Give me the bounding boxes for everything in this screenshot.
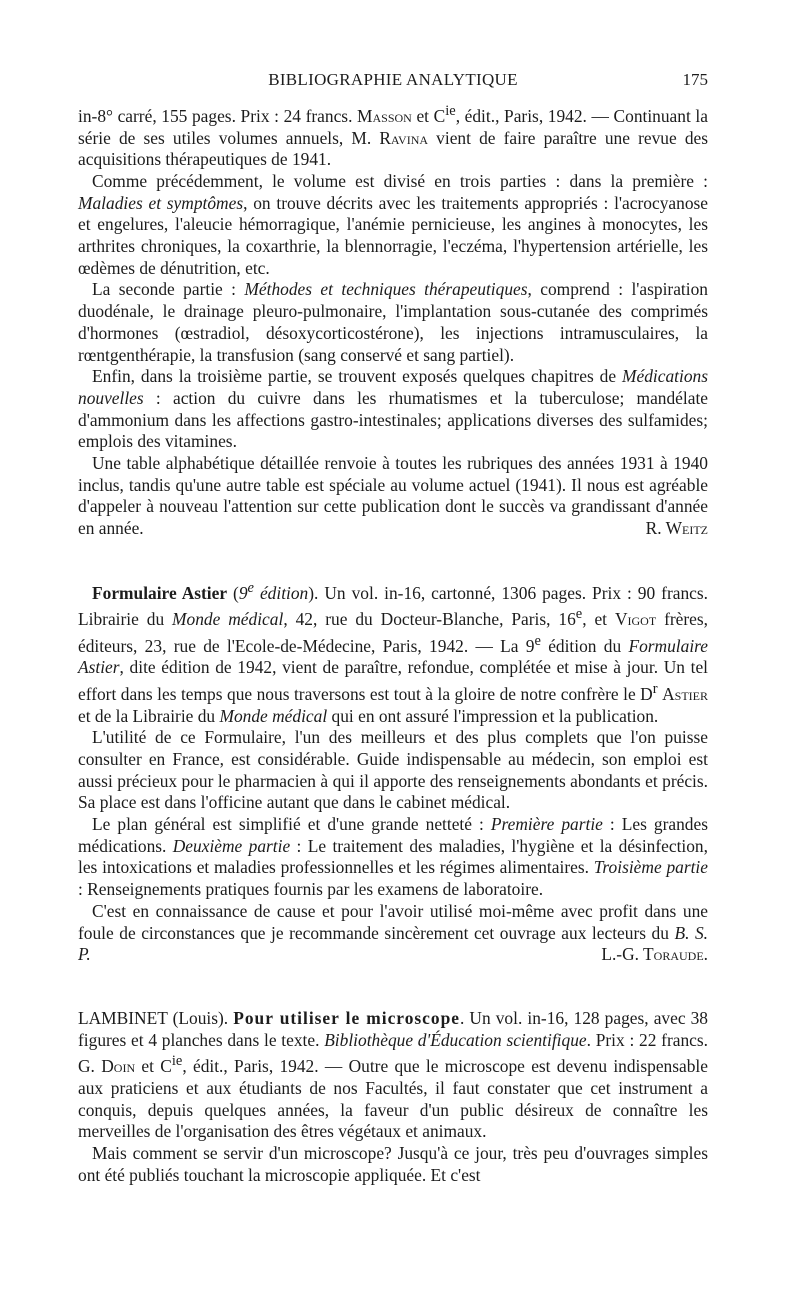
review-1-paragraph-1: in-8° carré, 155 pages. Prix : 24 francs. Masson et $C^{ie}$, édit., Paris, 1942. — Continuant la série de ses utiles volumes annuels, M. Ravina vient de faire paraître une revue des acquisitions thérapeutiques de 1941. (78, 103, 708, 170)
edition-label: 9e édition (238, 579, 309, 603)
review-1-paragraph-2: Comme précédemment, le volume est divisé en trois parties : dans la première : Maladies et symptômes, on trouve décrits avec les traitements appropriés : l'acrocyanose et engelures, l'aleucie hémorragique, l'anémie pernicieuse, les angines à monocytes, les arthrites chroniques, la coxarthrie, la blennorragie, l'eczéma, l'hypertension artérielle, les œdèmes de dénutrition, etc. (78, 170, 708, 278)
review-1-paragraph-3: La seconde partie : Méthodes et techniques thérapeutiques, comprend : l'aspiration duodénale, le drainage pleuro-pulmonaire, l'implantation sous-cutanée des comprimés d'hormones (œstradiol, désoxycorticostérone), les injections intramusculaires, la rœntgenthérapie, la transfusion (sang conservé et sang partiel). (78, 279, 708, 365)
reviewer-signature: R. Weitz (645, 518, 708, 539)
review-2-paragraph-1: Formulaire Astier (9e édition). Un vol. in-16, cartonné, 1306 pages. Prix : 90 francs. Librairie du Monde médical, 42, rue du Docteur-Blanche, Paris, 16e, et Vigot frères, éditeurs, 23, rue de l'Ecole-de-Médecine, Paris, 1942. — La 9e édition du Formulaire Astier, dite édition de 1942, vient de paraître, refondue, complétée et mise à jour. Un tel effort dans les temps que nous traversons est tout à la gloire de notre confrère le $D^r$ Astier et de la Librairie du Monde médical qui en ont assuré l'impression et la publication. (78, 579, 708, 726)
author-heading: LAMBINET (Louis). (78, 1008, 234, 1028)
review-2-paragraph-4: C'est en connaissance de cause et pour l'avoir utilisé moi-même avec profit dans une foule de circonstances que je recommande sincèrement cet ouvrage aux lecteurs du B. S. P. L.-G. Toraude. (78, 900, 708, 965)
running-title: BIBLIOGRAPHIE ANALYTIQUE (268, 70, 518, 89)
author-name: Ravina (379, 127, 429, 148)
reviewer-signature: L.-G. Toraude. (601, 944, 708, 965)
review-2-paragraph-2: L'utilité de ce Formulaire, l'un des meilleurs et des plus complets que l'on puisse consulter en France, est considérable. Guide indispensable au médecin, son emploi est aussi précieux pour le pharmacien à qui il apporte des renseignements abondants et précis. Sa place est dans l'officine autant que dans le cabinet médical. (78, 727, 708, 813)
running-header (78, 70, 708, 94)
publisher-name: Masson (357, 105, 412, 126)
page-number: 175 (682, 70, 708, 89)
review-1-paragraph-4: Enfin, dans la troisième partie, se trouvent exposés quelques chapitres de Médications nouvelles : action du cuivre dans les rhumatismes et la tuberculose; mandélate d'ammonium dans les affections gastro-intestinales; applications diverses des sulfamides; emplois des vitamines. (78, 366, 708, 452)
review-1-paragraph-5: Une table alphabétique détaillée renvoie à toutes les rubriques des années 1931 à 1940 inclus, tandis qu'une autre table est spéciale au volume actuel (1941). Il nous est agréable d'appeler à nouveau l'attention sur cette publication dont le succès va grandissant d'année en année. R. Weitz (78, 453, 708, 539)
book-title: Pour utiliser le microscope (233, 1008, 460, 1028)
review-3-paragraph-2: Mais comment se servir d'un microscope? Jusqu'à ce jour, très peu d'ouvrages simples ont été publiés touchant la microscopie appliquée. Et c'est (78, 1143, 708, 1185)
page-body (78, 101, 708, 1186)
review-3-paragraph-1: LAMBINET (Louis). Pour utiliser le microscope. Un vol. in-16, 128 pages, avec 38 figures et 4 planches dans le texte. Bibliothèque d'Éducation scientifique. Prix : 22 francs. G. Doin et $C^{ie}$, édit., Paris, 1942. — Outre que le microscope est devenu indispensable aux praticiens et aux étudiants de nos Facultés, il faut constater que cet instrument a conquis, depuis quelques années, la faveur d'un public désireux de connaître les merveilles de l'organisation des êtres végétaux et animaux. (78, 1008, 709, 1142)
book-title: Formulaire Astier (92, 582, 228, 603)
review-2-paragraph-3: Le plan général est simplifié et d'une grande netteté : Première partie : Les grandes médications. Deuxième partie : Le traitement des maladies, l'hygiène et la désinfection, les intoxications et maladies professionnelles et les régimes alimentaires. Troisième partie : Renseignements pratiques fournis par les examens de laboratoire. (78, 814, 708, 900)
